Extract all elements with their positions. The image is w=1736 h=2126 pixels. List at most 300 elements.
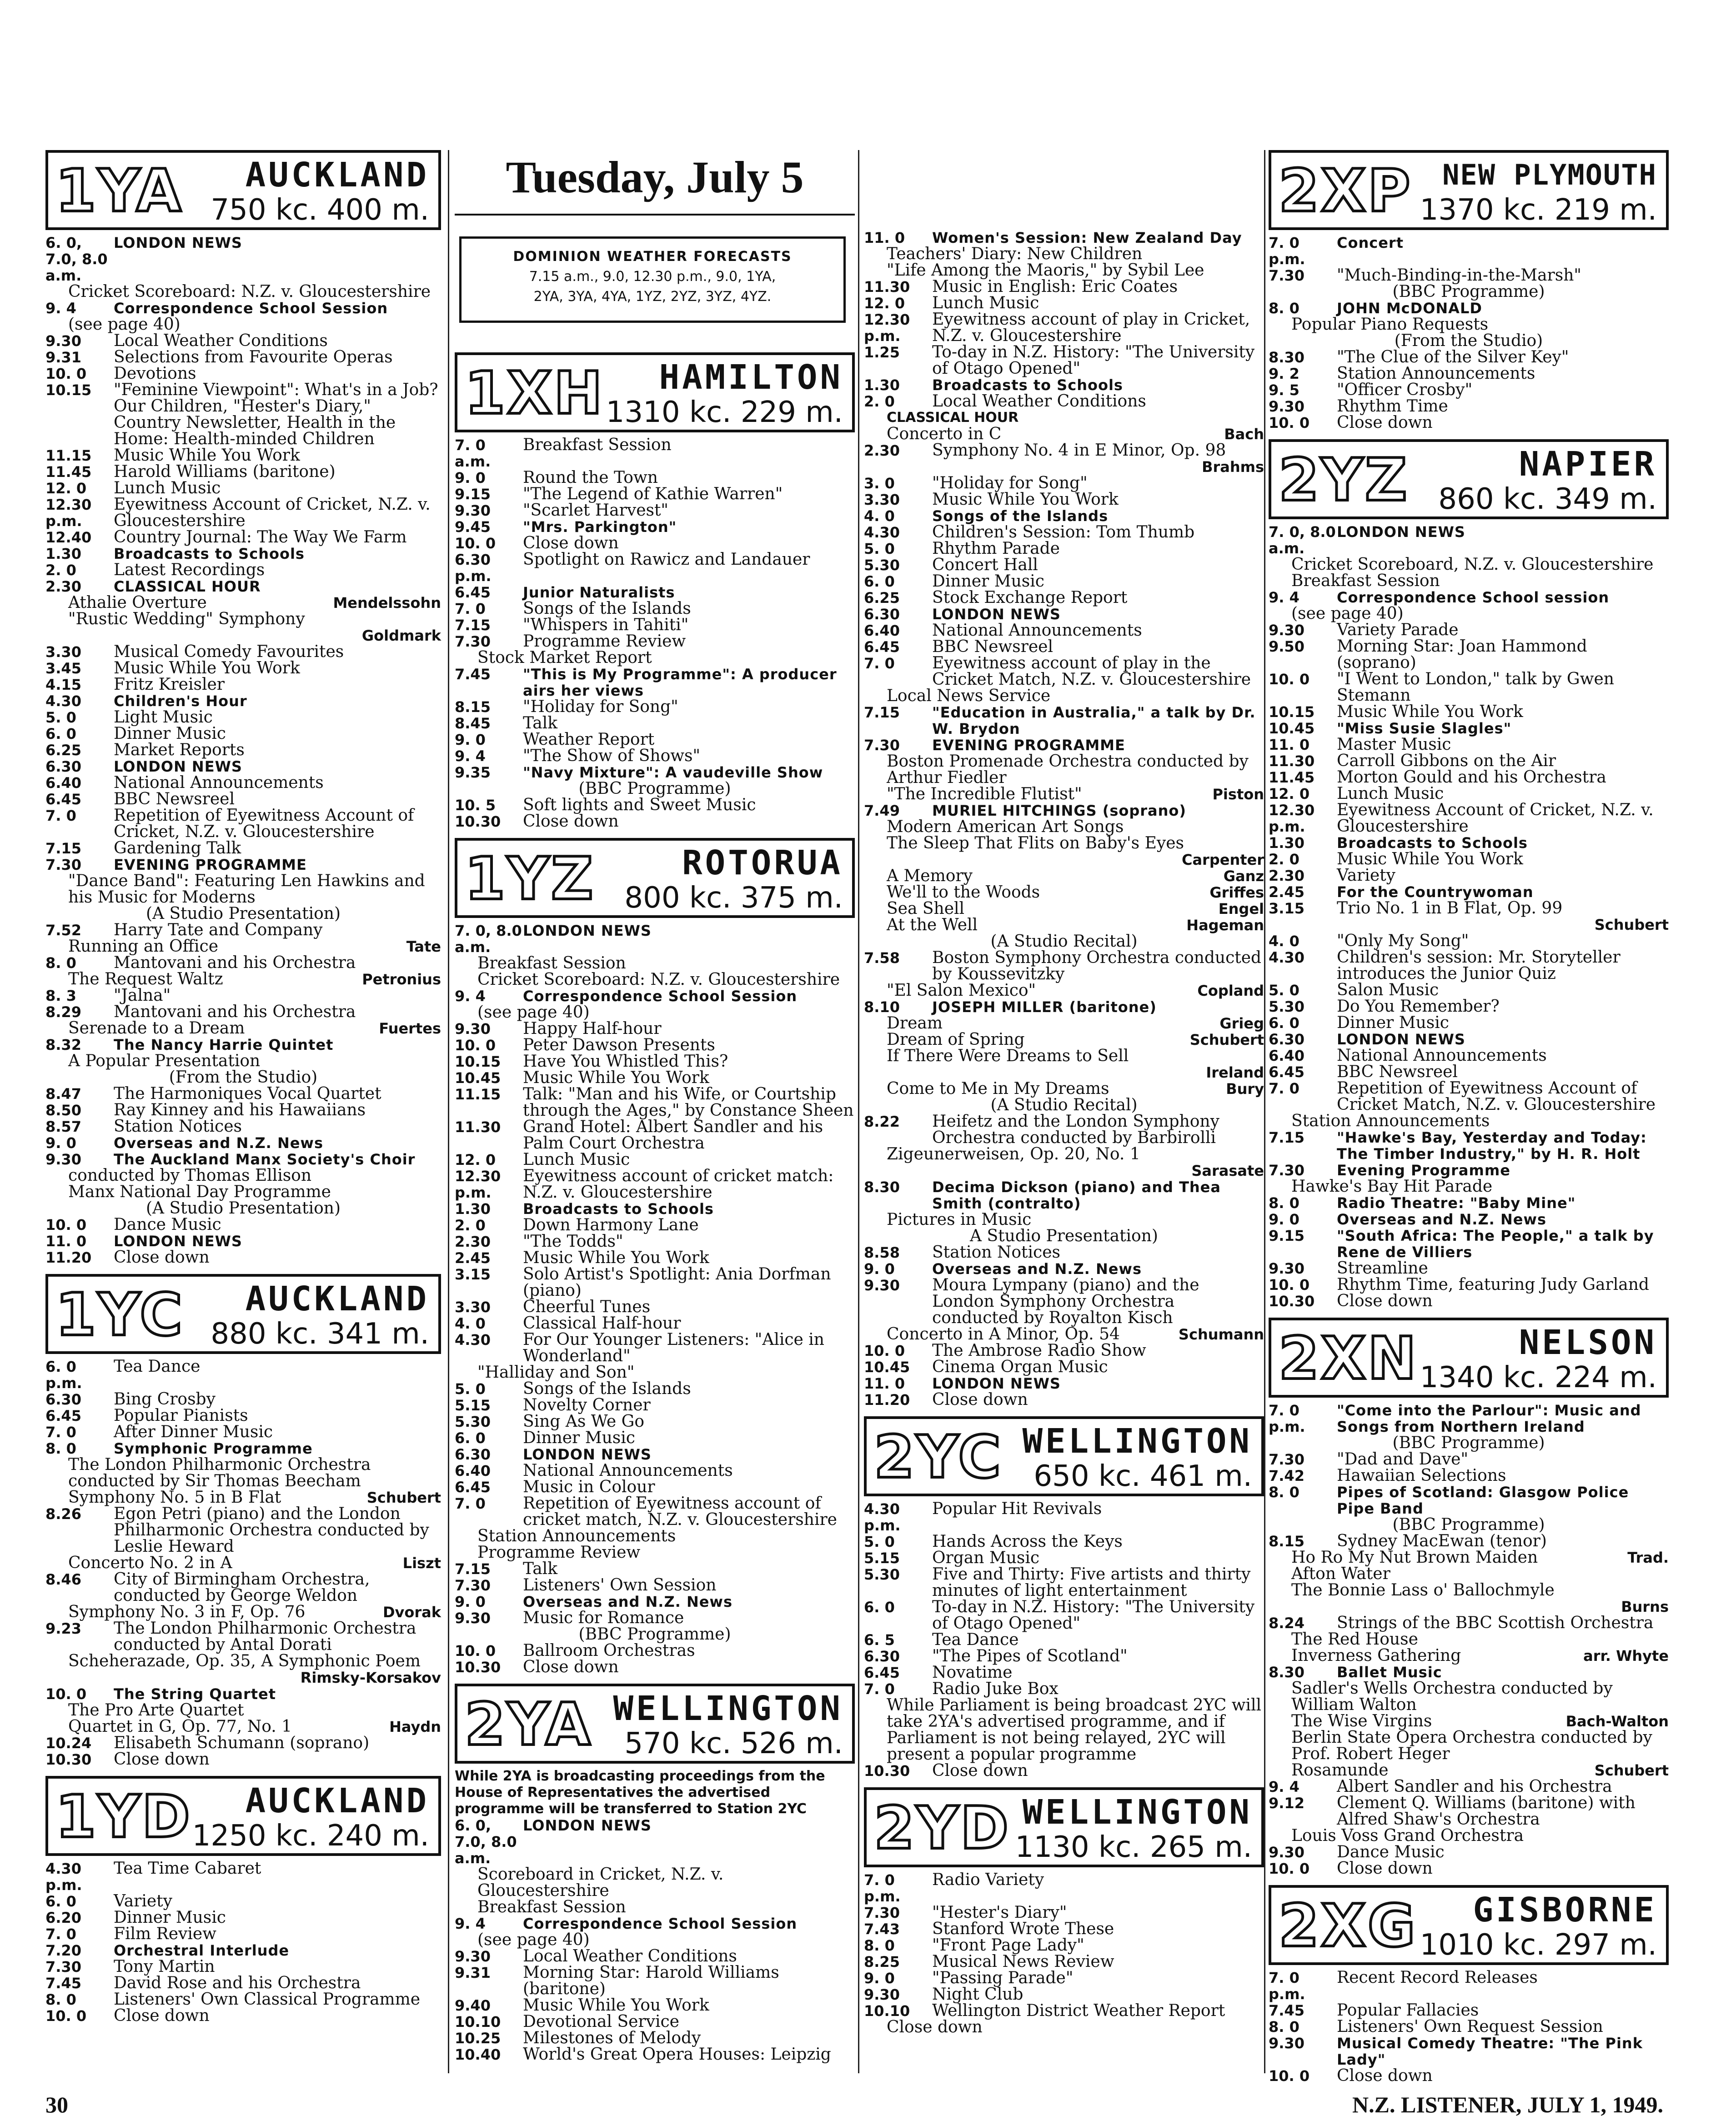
- station-city: WELLINGTON: [1022, 1793, 1252, 1832]
- listing-text: 8. 3: [45, 987, 76, 1004]
- listing-text: 4.15: [45, 676, 81, 693]
- listing: [455, 1233, 855, 1250]
- listing-text: The Auckland Manx Society's Choir: [114, 1151, 416, 1168]
- listing-text: 8. 0: [45, 1440, 76, 1457]
- station-header-1yz: [455, 838, 855, 918]
- station-city: NAPIER: [1519, 445, 1657, 484]
- listing-text: Close down: [1337, 1859, 1433, 1878]
- listing: [1269, 1402, 1669, 1435]
- listing-text: Music in Colour: [523, 1478, 655, 1496]
- listing: [455, 1610, 855, 1626]
- listing-text: 7. 0: [864, 1680, 895, 1698]
- listing-text: 7. 0 p.m.: [864, 1871, 901, 1905]
- listing-text: Programme Review: [523, 632, 686, 651]
- station-city: AUCKLAND: [245, 1781, 429, 1820]
- listing-text: 2. 0: [1269, 851, 1299, 868]
- listing-text: 6.40: [1269, 1047, 1305, 1064]
- listing-detail: CLASSICAL HOUR: [887, 410, 1019, 426]
- listing-text: Correspondence School session: [1337, 589, 1610, 606]
- listing-text: 7.15: [455, 1560, 491, 1578]
- listing-text: Round the Town: [523, 468, 658, 487]
- listing-work: [864, 1015, 1264, 1032]
- listing-text: Solo Artist's Spotlight: Ania Dorfman (piano): [523, 1265, 831, 1300]
- listing-text: 7.58: [864, 949, 900, 967]
- listing-text: Variety: [114, 1892, 172, 1910]
- listing-text: Running an Office: [68, 937, 219, 956]
- listing-text: 9.30: [1269, 2035, 1305, 2052]
- listing-text: Elisabeth Schumann (soprano): [114, 1734, 370, 1752]
- listing-text: 6.45: [864, 638, 900, 656]
- listing: [1269, 671, 1669, 704]
- listing-text: "Much-Binding-in-the-Marsh": [1337, 266, 1581, 285]
- listing-text: Broadcasts to Schools: [932, 376, 1123, 394]
- listing-work: [1269, 1762, 1669, 1779]
- listing-text: Schubert: [1189, 1031, 1264, 1048]
- listing-text: Lunch Music: [1337, 784, 1444, 803]
- listing-text: "I Went to London," talk by Gwen Stemann: [1337, 670, 1614, 705]
- listing: [1269, 786, 1669, 802]
- listing-text: Boston Symphony Orchestra conducted by Koussevitzky: [932, 948, 1262, 983]
- station-call: 1YC: [55, 1281, 185, 1349]
- station-frequency: 1130 kc. 265 m.: [1015, 1830, 1252, 1864]
- listing-text: Weather Report: [523, 730, 655, 749]
- listing-text: After Dinner Music: [114, 1423, 273, 1441]
- listing-text: 8.15: [455, 698, 491, 716]
- listing-text: Close down: [523, 534, 619, 552]
- listing: [455, 1201, 855, 1217]
- listing-text: Tea Dance: [932, 1630, 1019, 1649]
- listing-composer: [1269, 917, 1669, 933]
- listing: [455, 1817, 855, 1866]
- listing-composer: [864, 1163, 1264, 1179]
- listing-text: 4. 0: [1269, 933, 1299, 950]
- listing-text: 7.30: [1269, 267, 1305, 284]
- station-call: 2XP: [1279, 157, 1412, 225]
- listing: [45, 1860, 441, 1893]
- listing-text: 7. 0: [45, 1424, 76, 1441]
- listing-text: 8.29: [45, 1003, 81, 1021]
- listing-text: "The Incredible Flutist": [887, 785, 1082, 803]
- listing-text: 3. 0: [864, 475, 895, 492]
- listing-text: 10. 0: [45, 2007, 87, 2025]
- listing-text: Serenade to a Dream: [68, 1019, 245, 1038]
- listing-text: 11.30: [1269, 752, 1315, 770]
- listing: [455, 1381, 855, 1397]
- listing-text: 10.30: [455, 813, 501, 830]
- listing-text: Harold Williams (baritone): [114, 462, 336, 481]
- listing: [1269, 1860, 1669, 1877]
- listing-text: 10.25: [455, 2030, 501, 2047]
- listing-detail: (A Studio Recital): [990, 932, 1138, 951]
- listing-text: Burns: [1621, 1598, 1669, 1615]
- listing-text: Schubert: [1594, 1762, 1669, 1779]
- listing-text: Popular Hit Revivals: [932, 1499, 1102, 1518]
- listing: [1269, 1533, 1669, 1549]
- listing-detail: "Rustic Wedding" Symphony: [68, 610, 305, 628]
- listing-text: 10.45: [1269, 720, 1315, 737]
- listing-text: 9.40: [455, 1997, 491, 2014]
- listing-text: 10.10: [864, 2002, 910, 2020]
- listing: [864, 1550, 1264, 1566]
- listing-text: 11.15: [455, 1086, 501, 1103]
- listing-text: LONDON NEWS: [523, 922, 652, 939]
- listing-text: Rosamunde: [1291, 1761, 1389, 1780]
- listing-text: 11. 0: [864, 1375, 905, 1392]
- listing-text: Musical Comedy Theatre: "The Pink Lady": [1337, 2035, 1643, 2068]
- listing-text: 2.45: [455, 1249, 491, 1267]
- listing: [455, 732, 855, 748]
- listing-text: Radio Juke Box: [932, 1680, 1059, 1698]
- listing-text: 7. 0: [45, 807, 76, 824]
- listing-text: 9.12: [1269, 1795, 1305, 1812]
- listing-text: 3.45: [45, 660, 81, 677]
- listing-text: Ballet Music: [1337, 1664, 1442, 1681]
- listing: [455, 633, 855, 650]
- listing-text: Sing As We Go: [523, 1412, 645, 1431]
- listing-text: Close down: [1337, 1292, 1433, 1310]
- listing: [45, 1217, 441, 1233]
- listing: [1269, 753, 1669, 769]
- listing-text: Market Reports: [114, 741, 245, 759]
- listing: [864, 1566, 1264, 1599]
- listing-text: Talk: "Man and his Wife, or Courtship through the Ages," by Constance Sheen: [523, 1085, 854, 1120]
- station-frequency: 1310 kc. 229 m.: [606, 396, 843, 429]
- listing-text: Dinner Music: [114, 1908, 226, 1927]
- listing-text: 12. 0: [455, 1151, 496, 1168]
- listing-text: "The Pipes of Scotland": [932, 1647, 1128, 1665]
- listing-text: 9. 0: [455, 469, 486, 486]
- listing: [45, 1037, 441, 1053]
- listing: [455, 1659, 855, 1675]
- listing-text: Dinner Music: [932, 572, 1044, 591]
- listing-text: 8.24: [1269, 1615, 1305, 1632]
- listing-text: "South Africa: The People," a talk by Rene de Villiers: [1337, 1227, 1654, 1261]
- listing: [864, 1986, 1264, 2003]
- listing-text: 7. 0, 8.0 a.m.: [1269, 523, 1336, 557]
- listing: [1269, 1048, 1669, 1064]
- listing-work: [864, 786, 1264, 802]
- listing: [455, 1086, 855, 1119]
- listing-text: Come to Me in My Dreams: [887, 1079, 1109, 1098]
- listing: [864, 950, 1264, 983]
- listing: [45, 349, 441, 366]
- listing-text: 10.45: [864, 1359, 910, 1376]
- listing-text: 9. 4: [1269, 589, 1299, 606]
- listing-text: 9. 0: [455, 731, 486, 748]
- station-city: HAMILTON: [659, 358, 843, 397]
- listing-text: EVENING PROGRAMME: [932, 737, 1125, 754]
- station-header-2xp: [1269, 150, 1669, 230]
- listing-text: 5. 0: [455, 1380, 486, 1398]
- listing-text: MURIEL HITCHINGS (soprano): [932, 802, 1187, 819]
- listing-detail: Manx National Day Programme: [68, 1183, 331, 1201]
- listing-text: Ho Ro My Nut Brown Maiden: [1291, 1548, 1538, 1567]
- station-frequency: 1250 kc. 240 m.: [192, 1819, 429, 1853]
- station-frequency: 1010 kc. 297 m.: [1420, 1928, 1657, 1962]
- listing-text: "Feminine Viewpoint": What's in a Job? Our Children, "Hester's Diary," Country Newsletter, Health in the Home: Health-minded Children: [114, 381, 438, 448]
- listing-text: Rimsky-Korsakov: [300, 1669, 441, 1686]
- listing-text: Popular Fallacies: [1337, 2001, 1479, 2020]
- listing-text: National Announcements: [1337, 1046, 1547, 1065]
- listing: [455, 2014, 855, 2030]
- column-1: [45, 150, 441, 2024]
- listing-composer: [45, 627, 441, 644]
- listing: [45, 1506, 441, 1555]
- listing-text: Harry Tate and Company: [114, 921, 323, 939]
- listing-text: 5. 0: [45, 709, 76, 726]
- listing: [1269, 1615, 1669, 1631]
- listing-text: 8.22: [864, 1113, 900, 1130]
- listing-text: Rhythm Time: [1337, 397, 1448, 416]
- listing-text: Fritz Kreisler: [114, 675, 225, 694]
- listing-text: 10.30: [864, 1762, 910, 1780]
- listing: [1269, 415, 1669, 431]
- listing: [455, 1915, 855, 1932]
- listing-text: 6.40: [455, 1462, 491, 1479]
- listing-text: Sarasate: [1191, 1162, 1264, 1179]
- listing-text: Talk: [523, 714, 558, 732]
- listing-text: "Holiday for Song": [523, 697, 678, 716]
- listing: [455, 813, 855, 830]
- listing: [455, 1594, 855, 1610]
- listing-detail: A Studio Presentation): [970, 1227, 1158, 1245]
- listing: [45, 742, 441, 758]
- listing-text: 8.57: [45, 1118, 81, 1135]
- listing-text: 6. 0 p.m.: [45, 1358, 82, 1392]
- listing-text: "Hawke's Bay, Yesterday and Today: The Timber Industry," by H. R. Holt: [1337, 1129, 1647, 1163]
- listing-text: 9.30: [1269, 398, 1305, 415]
- listing-text: 9. 2: [1269, 365, 1299, 382]
- listing-text: 4.30: [1269, 949, 1305, 966]
- listing-text: Repetition of Eyewitness account of cricket match, N.Z. v. Gloucestershire: [523, 1494, 837, 1529]
- listing: [864, 557, 1264, 573]
- listing-detail: "Dance Band": Featuring Len Hawkins and his Music for Moderns: [68, 872, 425, 907]
- listing-text: JOHN McDONALD: [1337, 300, 1482, 317]
- weather-heading: DOMINION WEATHER FORECASTS: [513, 249, 792, 265]
- listing: [45, 1751, 441, 1768]
- listing: [45, 1135, 441, 1151]
- listing-work: [45, 938, 441, 955]
- listing-text: Lunch Music: [114, 479, 221, 497]
- station-note: While 2YA is broadcasting proceedings from the House of Representatives the advertised programme will be transferred to Station 2YC: [455, 1768, 825, 1817]
- listing: [864, 1392, 1264, 1408]
- listing: [45, 1959, 441, 1975]
- listing-text: Music While You Work: [114, 659, 300, 677]
- listing-text: Songs of the Islands: [523, 1379, 691, 1398]
- listing-text: 8. 0: [1269, 1484, 1299, 1501]
- page-title: Tuesday, July 5: [506, 152, 804, 202]
- listing-text: 8. 0: [864, 1937, 895, 1954]
- listing-text: 6.25: [45, 742, 81, 759]
- listing: [45, 480, 441, 496]
- column-rule: [1264, 150, 1265, 2073]
- listing-text: 6.30: [45, 758, 81, 775]
- listing-work: [1269, 1713, 1669, 1730]
- listing: [455, 1070, 855, 1086]
- listing: [45, 1249, 441, 1266]
- listing-detail: Modern American Art Songs: [887, 817, 1124, 836]
- listing-text: For Our Younger Listeners: "Alice in Wonderland": [523, 1330, 824, 1365]
- listing-text: At the Well: [887, 916, 978, 934]
- listing-text: 8.15: [1269, 1533, 1305, 1550]
- listing: [1269, 1031, 1669, 1048]
- listing-text: Copland: [1197, 982, 1264, 999]
- listing-text: "Hester's Diary": [932, 1903, 1067, 1922]
- listing-text: Hands Across the Keys: [932, 1532, 1123, 1551]
- listing-text: Musical News Review: [932, 1952, 1114, 1971]
- listing-detail: Breakfast Session: [477, 1898, 626, 1916]
- listing: [45, 1910, 441, 1926]
- listing-text: 12.30 p.m.: [455, 1168, 501, 1201]
- listing: [1269, 900, 1669, 917]
- listing-text: Trio No. 1 in B Flat, Op. 99: [1337, 899, 1563, 918]
- listing-text: 9.30: [45, 1151, 81, 1168]
- listing-text: 4.30 p.m.: [864, 1500, 901, 1534]
- listing-text: 7. 0: [455, 1495, 486, 1512]
- listing-text: 6.40: [864, 622, 900, 639]
- listing-text: The London Philharmonic Orchestra conducted by Antal Dorati: [114, 1619, 416, 1654]
- listing: [1269, 1484, 1669, 1517]
- listing-text: 10. 0: [455, 1642, 496, 1660]
- listing-text: 6.45: [45, 791, 81, 808]
- listing: [45, 333, 441, 349]
- listing-text: 10. 0: [864, 1342, 905, 1359]
- listing-text: Trad.: [1627, 1549, 1669, 1566]
- listing: [864, 1375, 1264, 1392]
- listing: [455, 470, 855, 486]
- station-frequency: 800 kc. 375 m.: [624, 881, 843, 915]
- listing: [1269, 1795, 1669, 1828]
- listing-text: Music While You Work: [1337, 850, 1523, 868]
- listing-text: City of Birmingham Orchestra, conducted by George Weldon: [114, 1570, 370, 1605]
- listing-text: National Announcements: [523, 1461, 733, 1480]
- listing-text: 7. 0: [45, 1925, 76, 1943]
- listing-text: 6. 0, 7.0, 8.0 a.m.: [45, 234, 108, 284]
- listing: [1269, 382, 1669, 398]
- listing: [864, 1534, 1264, 1550]
- listing-text: "Only My Song": [1337, 932, 1469, 950]
- listing-text: 5.15: [864, 1549, 900, 1567]
- listing-text: 6.30: [864, 1648, 900, 1665]
- listing-text: Symphony No. 3 in F, Op. 76: [68, 1603, 306, 1621]
- listing: [864, 1179, 1264, 1212]
- listing-text: Fuertes: [379, 1020, 441, 1037]
- listing-text: Schumann: [1178, 1326, 1264, 1343]
- listing-text: Broadcasts to Schools: [114, 545, 305, 562]
- listing-text: The Harmoniques Vocal Quartet: [114, 1084, 381, 1103]
- listing: [1269, 1844, 1669, 1860]
- listing-text: 8.26: [45, 1505, 81, 1523]
- listing-work: [864, 983, 1264, 999]
- listing-text: Moura Lympany (piano) and the London Symphony Orchestra conducted by Royalton Kisch: [932, 1276, 1199, 1327]
- listing-text: Listeners' Own Session: [523, 1576, 717, 1594]
- listing-text: LONDON NEWS: [114, 234, 242, 251]
- listing-text: 10. 5: [455, 797, 496, 814]
- listing: [45, 1151, 441, 1168]
- listing: [455, 1463, 855, 1479]
- listing-text: Overseas and N.Z. News: [114, 1134, 324, 1152]
- station-city: NEW PLYMOUTH: [1442, 158, 1657, 191]
- listing-detail: (BBC Programme): [1392, 1515, 1545, 1534]
- listing: [45, 1424, 441, 1440]
- listing-text: Tony Martin: [114, 1957, 215, 1976]
- listing-text: 8. 0: [45, 1991, 76, 2008]
- listing-text: Station Announcements: [1337, 364, 1535, 383]
- listing-text: 6. 0: [45, 725, 76, 742]
- station-city: AUCKLAND: [245, 1279, 429, 1319]
- listing-text: 7.30: [455, 1577, 491, 1594]
- listing: [1269, 884, 1669, 900]
- listing: [455, 923, 855, 955]
- listing-text: 9. 4: [455, 747, 486, 765]
- station-frequency: 1370 kc. 219 m.: [1420, 193, 1657, 227]
- listing-text: 10. 0: [1269, 2067, 1310, 2085]
- listing-text: 7.30: [45, 1958, 81, 1976]
- listing-text: 10.30: [45, 1751, 92, 1768]
- listing-text: Songs of the Islands: [523, 599, 691, 618]
- listing-work: [45, 1719, 441, 1735]
- column-rule: [858, 150, 859, 2073]
- listing: [455, 1430, 855, 1446]
- listing-text: 6.30 p.m.: [455, 551, 492, 585]
- listing: [864, 295, 1264, 311]
- listing-detail: Pictures in Music: [887, 1210, 1032, 1229]
- listing-text: Station Notices: [932, 1243, 1060, 1262]
- listing-text: 5.30: [455, 1413, 491, 1430]
- listing-text: Streamline: [1337, 1259, 1428, 1278]
- listing: [455, 1495, 855, 1528]
- listing: [45, 660, 441, 677]
- listing-text: Down Harmony Lane: [523, 1216, 699, 1234]
- listing: [1269, 949, 1669, 982]
- listing-text: 10.15: [45, 381, 92, 399]
- listing-text: 10. 0: [1269, 671, 1310, 688]
- listing: [864, 1763, 1264, 1779]
- listing-text: Egon Petri (piano) and the London Philharmonic Orchestra conducted by Leslie Heward: [114, 1504, 429, 1556]
- listing-text: Rhythm Parade: [932, 539, 1060, 558]
- listing-text: "Jalna": [114, 986, 171, 1005]
- listing-text: 5.30: [864, 557, 900, 574]
- listing: [1269, 2068, 1669, 2084]
- station-call: 2XG: [1279, 1892, 1417, 1960]
- listing-text: Close down: [114, 1750, 210, 1769]
- listing-text: 7.15: [864, 704, 900, 721]
- listing-text: 6.30: [455, 1446, 491, 1463]
- listing: [864, 1343, 1264, 1359]
- listing-text: 7.15: [45, 840, 81, 857]
- listing-detail: While Parliament is being broadcast 2YC will take 2YA's advertised programme, and if Parliament is not being relayed, 2YC will present a popular programme: [887, 1696, 1262, 1764]
- listing: [1269, 2035, 1669, 2068]
- listing: [45, 1942, 441, 1959]
- listing-text: 12.40: [45, 529, 92, 546]
- listing: [455, 1577, 855, 1594]
- station-header-1ya: [45, 150, 441, 230]
- listing: [45, 1086, 441, 1102]
- listing: [455, 1561, 855, 1577]
- listing-composer: [864, 852, 1264, 868]
- listing-text: Carroll Gibbons on the Air: [1337, 752, 1556, 770]
- listing-text: "Holiday for Song": [932, 474, 1088, 492]
- listing-text: 10.15: [455, 1053, 501, 1070]
- listing-text: Eyewitness Account of Cricket, N.Z. v. Gloucestershire: [114, 495, 431, 530]
- listing: [1269, 1664, 1669, 1680]
- listing-detail: The Sleep That Flits on Baby's Eyes: [887, 834, 1184, 852]
- listing: [45, 1571, 441, 1604]
- listing: [455, 715, 855, 732]
- listing-text: Overseas and N.Z. News: [1337, 1211, 1547, 1228]
- listing: [45, 300, 441, 316]
- listing-text: 9.15: [455, 486, 491, 503]
